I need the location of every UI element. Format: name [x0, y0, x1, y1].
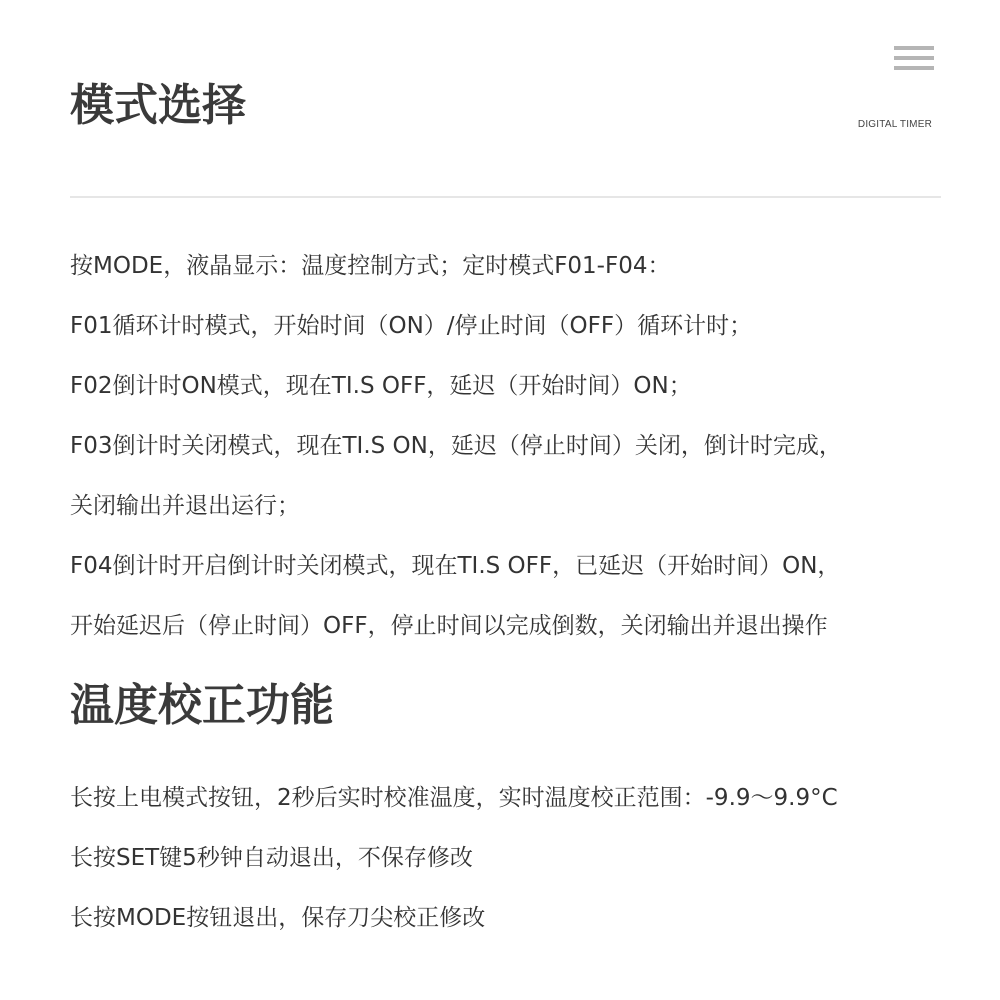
- menu-icon-bar: [894, 46, 934, 50]
- calibration-text-line: 长按SET键5秒钟自动退出，不保存修改: [70, 845, 473, 871]
- mode-text-line: F04倒计时开启倒计时关闭模式，现在TI.S OFF，已延迟（开始时间）ON，: [70, 553, 841, 579]
- mode-text-line: 按MODE，液晶显示：温度控制方式；定时模式F01-F04：: [70, 253, 671, 279]
- mode-text-line: F03倒计时关闭模式，现在TI.S ON，延迟（停止时间）关闭，倒计时完成，: [70, 433, 842, 459]
- divider: [70, 196, 941, 198]
- calibration-text-line: 长按MODE按钮退出，保存刀尖校正修改: [70, 905, 486, 931]
- page-title: 模式选择: [70, 80, 246, 131]
- menu-icon-bar: [894, 56, 934, 60]
- mode-text-line: F02倒计时ON模式，现在TI.S OFF，延迟（开始时间）ON；: [70, 373, 692, 399]
- mode-text-line: F01循环计时模式，开始时间（ON）/停止时间（OFF）循环计时；: [70, 313, 753, 339]
- calibration-text-line: 长按上电模式按钮，2秒后实时校准温度，实时温度校正范围：-9.9～9.9°C: [70, 785, 838, 811]
- menu-icon[interactable]: [894, 46, 934, 70]
- mode-text-line: 开始延迟后（停止时间）OFF，停止时间以完成倒数，关闭输出并退出操作: [70, 613, 828, 639]
- menu-icon-bar: [894, 66, 934, 70]
- brand-label: DIGITAL TIMER: [857, 119, 932, 130]
- section-title-calibration: 温度校正功能: [70, 680, 334, 731]
- mode-text-line: 关闭输出并退出运行；: [70, 493, 300, 519]
